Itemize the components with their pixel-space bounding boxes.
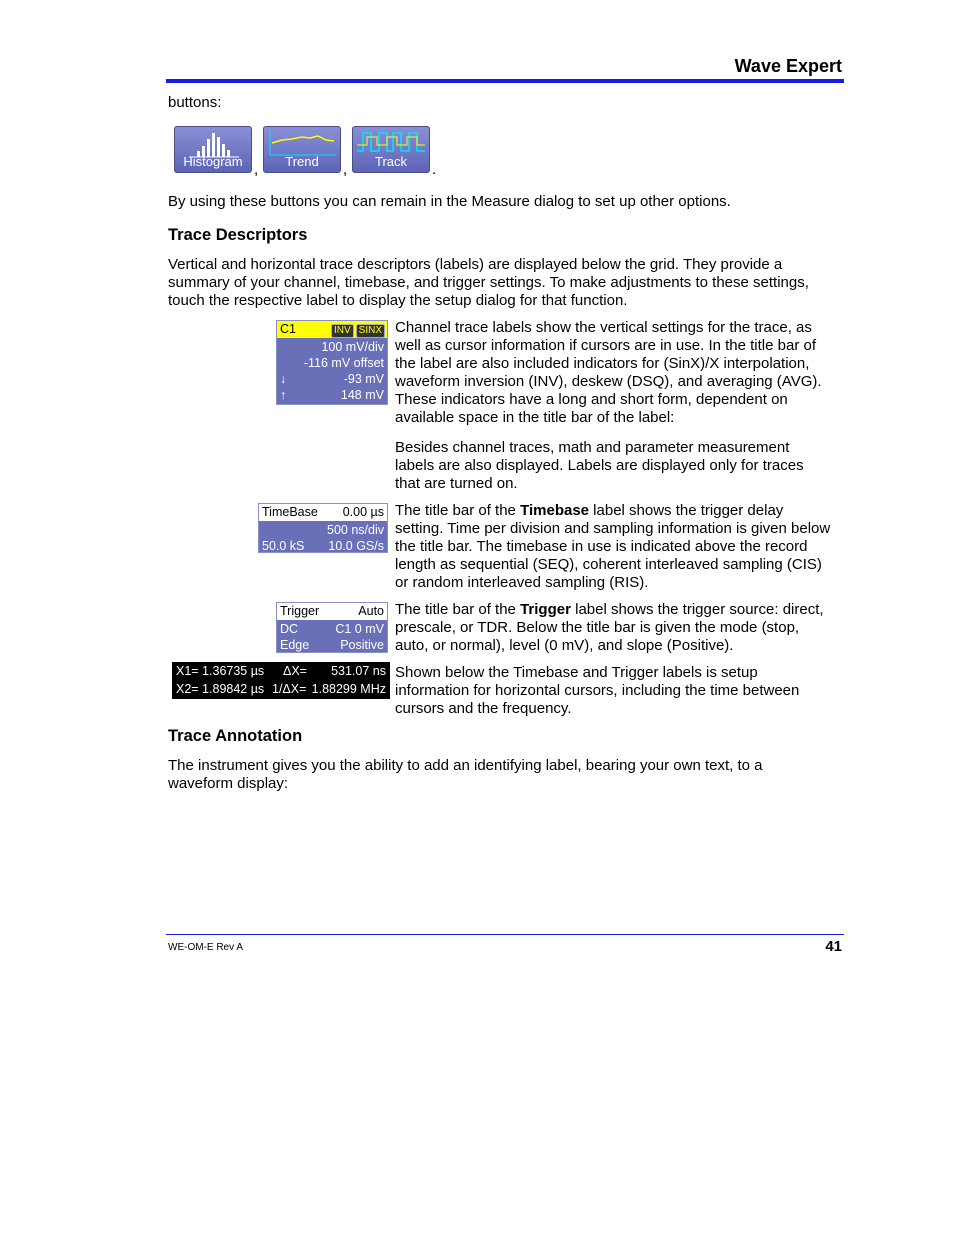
timebase-titlebar [259,504,387,521]
text-line: waveform display: [168,775,289,792]
histogram-button[interactable] [174,126,252,173]
track-button[interactable] [352,126,430,173]
trace-annotation-paragraph [168,757,848,793]
volts-per-div: 100 mV/div [321,340,384,354]
sample-rate: 10.0 GS/s [328,539,384,553]
histogram-button-label: Histogram [183,154,243,169]
trigger-delay: 0.00 µs [342,505,384,519]
text-line: setting. Time per division and sampling information is given below [395,520,831,537]
text-line: prescale, or TDR. Below the title bar is given the mode (stop, [395,619,800,636]
timebase-description [395,502,850,592]
text-line: that are turned on. [395,475,518,492]
text-run: The title bar of the [395,601,521,618]
timebase-title: TimeBase [262,505,318,519]
text-line: labels are also displayed. Labels are displayed only for traces [395,457,804,474]
time-per-div: 500 ns/div [327,523,384,537]
channel-label-description [395,319,850,427]
besides-paragraph [395,439,850,493]
cursor-up-value: 148 mV [340,388,384,402]
sinx-badge: SINX [356,324,385,338]
text-line: available space in the title bar of the label: [395,409,675,426]
text-line: information for horizontal cursors, including the time between [395,682,800,699]
trend-button-label: Trend [285,154,319,169]
text-line: or random interleaved sampling (RIS). [395,574,649,591]
record-length: 50.0 kS [262,539,305,553]
intro-text: buttons: [168,94,222,111]
trigger-title: Trigger [280,604,320,618]
text-run: label shows the trigger source: direct, [570,601,824,618]
text-line [395,601,850,619]
trace-annotation-heading: Trace Annotation [168,727,303,745]
text-line: the title bar. The timebase in use is indicated above the record [395,538,808,555]
cursor-x2: X2= 1.89842 µs [176,682,265,696]
channel-name: C1 [280,322,296,336]
cursor-delta-label: ΔX= [283,664,307,678]
trigger-source-level: C1 0 mV [335,622,384,636]
text-line: Channel trace labels show the vertical settings for the trace, as [395,319,812,336]
page-number: 41 [825,938,842,955]
offset-value: -116 mV offset [303,356,384,370]
text-line: well as cursor information if cursors are in use. In the title bar of [395,337,817,354]
separator-comma: , [343,161,348,178]
text-line: cursors and the frequency. [395,700,572,717]
trigger-description [395,601,850,655]
cursor-description [395,664,850,718]
track-button-label: Track [374,154,408,169]
text-line: waveform inversion (INV), deskew (DSQ), and averaging (AVG). [395,373,822,390]
text-line: auto, or normal), level (0 mV), and slope (Positive). [395,637,734,654]
trace-descriptors-intro [168,256,848,310]
channel-trace-label[interactable] [276,320,388,405]
text-run: The title bar of the [395,502,521,519]
cursor-delta-value: 531.07 ns [331,664,386,678]
separator-period: . [432,161,437,178]
text-line: These indicators have a long and short form, dependent on [395,391,788,408]
text-line: Shown below the Timebase and Trigger labels is setup [395,664,758,681]
trace-descriptors-heading: Trace Descriptors [168,226,308,244]
measure-dialog-paragraph: By using these buttons you can remain in the Measure dialog to set up other options. [168,193,731,210]
text-run: label shows the trigger delay [589,502,784,519]
trigger-slope: Positive [340,638,384,652]
footer-rule [166,934,844,935]
text-line: touch the respective label to display the setup dialog for that function. [168,292,628,309]
bold-term: Trigger [520,601,571,618]
trigger-coupling: DC [280,622,299,636]
text-line: Vertical and horizontal trace descriptors (labels) are displayed below the grid. They provide a [168,256,783,273]
cursor-readout [172,662,390,699]
arrow-down-icon: ↓ [280,372,287,386]
separator-comma: , [254,161,259,178]
text-line: summary of your channel, timebase, and trigger settings. To make adjustments to these settings, [168,274,809,291]
inv-badge: INV [331,324,354,338]
text-line [395,502,850,520]
cursor-freq-label: 1/ΔX= [272,682,307,696]
text-line: Besides channel traces, math and parameter measurement [395,439,790,456]
running-header-title: Wave Expert [734,56,842,76]
trigger-mode: Auto [358,604,384,618]
cursor-freq-value: 1.88299 MHz [311,682,386,696]
text-line: The instrument gives you the ability to add an identifying label, bearing your own text, to a [168,757,763,774]
document-id: WE-OM-E Rev A [168,942,244,953]
text-line: length as sequential (SEQ), coherent interleaved sampling (CIS) [395,556,822,573]
trigger-label[interactable] [276,602,388,653]
cursor-x1: X1= 1.36735 µs [176,664,265,678]
header-rule [166,79,844,83]
text-line: the label are also included indicators for (SinX)/X interpolation, [395,355,810,372]
bold-term: Timebase [520,502,590,519]
trigger-titlebar [277,603,387,620]
arrow-up-icon: ↑ [280,388,287,402]
trigger-type: Edge [280,638,310,652]
timebase-label[interactable] [258,503,388,553]
trend-button[interactable] [263,126,341,173]
cursor-down-value: -93 mV [343,372,384,386]
channel-label-titlebar [277,321,387,338]
